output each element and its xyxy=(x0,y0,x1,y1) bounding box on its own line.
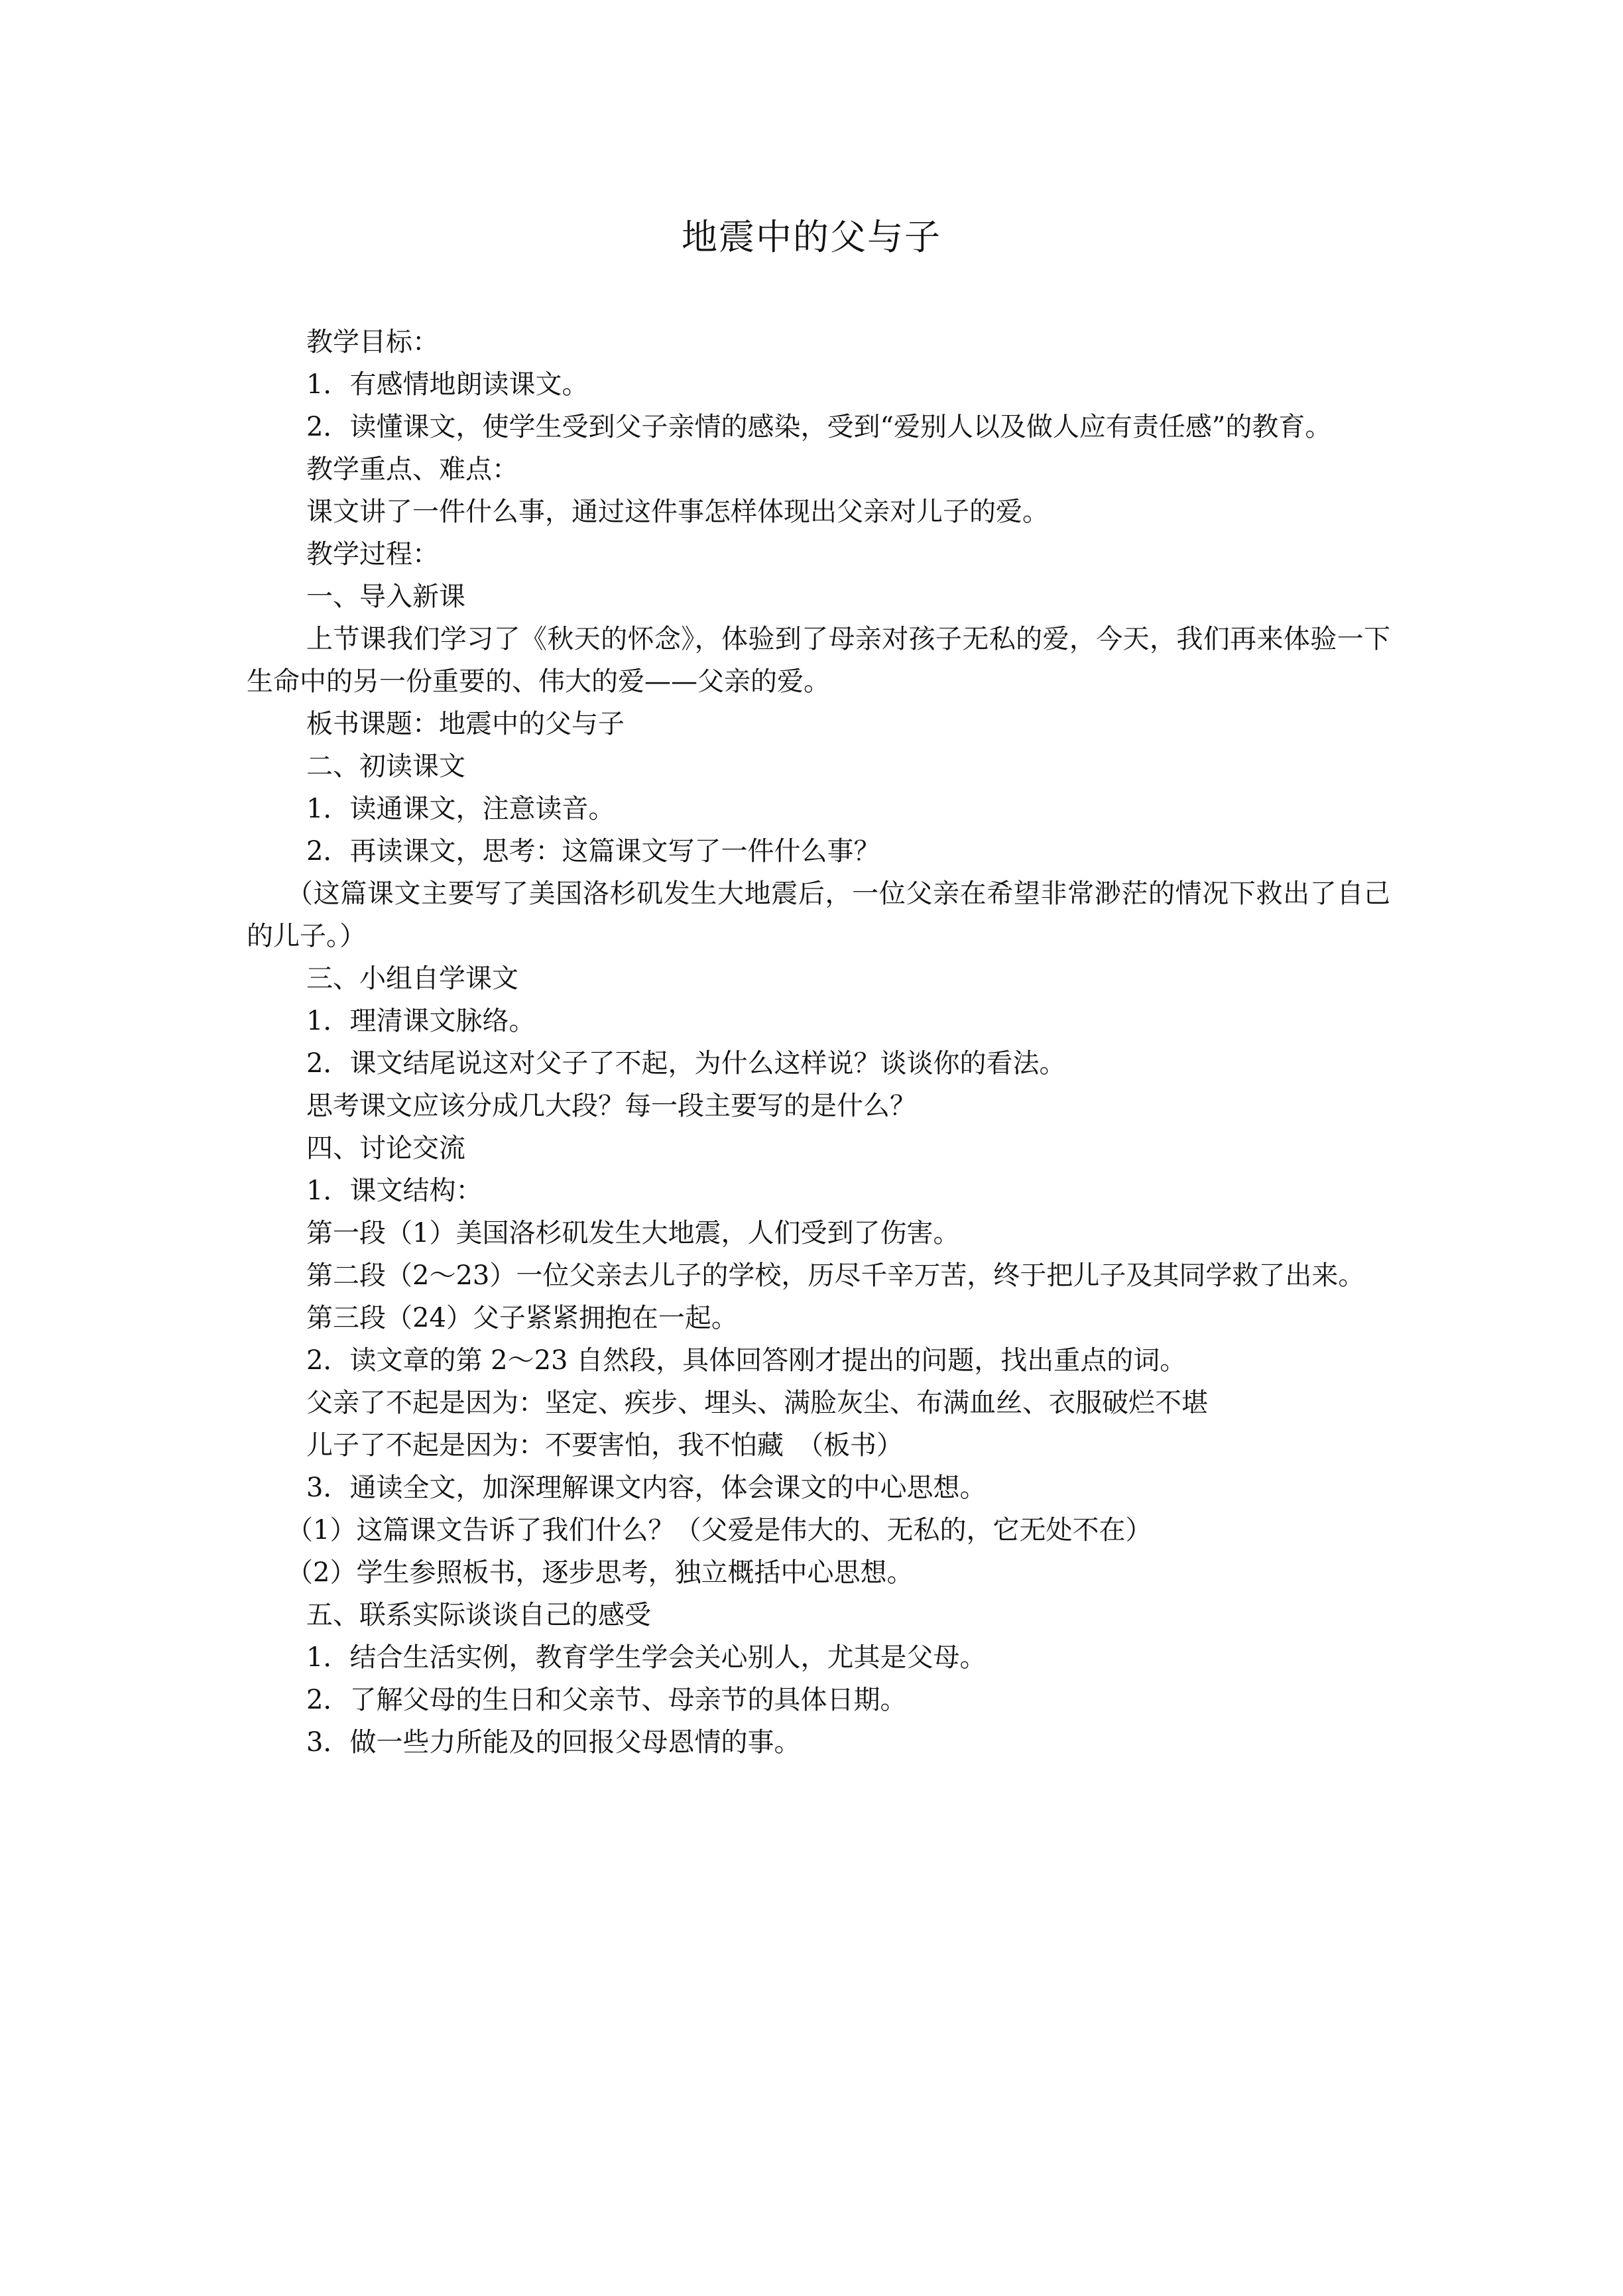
paragraph: 2．读懂课文，使学生受到父子亲情的感染，受到“爱别人以及做人应有责任感”的教育。 xyxy=(306,412,1332,442)
paragraph: 上节课我们学习了《秋天的怀念》，体验到了母亲对孩子无私的爱，今天，我们再来体验一下生命中的另一份重要的、伟大的爱——父亲的爱。 xyxy=(247,624,1390,697)
paragraph: 2．了解父母的生日和父亲节、母亲节的具体日期。 xyxy=(306,1685,907,1715)
paragraph: 2．课文结尾说这对父子了不起，为什么这样说？谈谈你的看法。 xyxy=(306,1048,1066,1079)
paragraph: 板书课题：地震中的父与子 xyxy=(306,709,625,739)
paragraph: 思考课文应该分成几大段？每一段主要写的是什么？ xyxy=(306,1091,916,1121)
paragraph: 三、小组自学课文 xyxy=(306,963,518,994)
paragraph: 父亲了不起是因为：坚定、疾步、埋头、满脸灰尘、布满血丝、衣服破烂不堪 xyxy=(306,1388,1208,1418)
paragraph: 1．有感情地朗读课文。 xyxy=(306,369,589,400)
paragraph: 1．结合生活实例，教育学生学会关心别人，尤其是父母。 xyxy=(306,1642,987,1673)
paragraph: 五、联系实际谈谈自己的感受 xyxy=(306,1600,651,1630)
paragraph: 第一段（1）美国洛杉矶发生大地震，人们受到了伤害。 xyxy=(306,1218,960,1248)
paragraph: 一、导入新课 xyxy=(306,581,465,612)
paragraph: 教学重点、难点： xyxy=(306,454,518,485)
paragraph: 2．读文章的第 2～23 自然段，具体回答刚才提出的问题，找出重点的词。 xyxy=(306,1345,1187,1376)
paragraph: 3．通读全文，加深理解课文内容，体会课文的中心思想。 xyxy=(306,1473,987,1503)
paragraph: 第三段（24）父子紧紧拥抱在一起。 xyxy=(306,1303,738,1333)
paragraph: （2）学生参照板书，逐步思考，独立概括中心思想。 xyxy=(286,1557,914,1588)
paragraph: 1．课文结构： xyxy=(306,1176,483,1206)
paragraph: 2．再读课文，思考：这篇课文写了一件什么事？ xyxy=(306,836,880,867)
page-title: 地震中的父与子 xyxy=(682,216,941,258)
paragraph: （这篇课文主要写了美国洛杉矶发生大地震后，一位父亲在希望非常渺茫的情况下救出了自己的儿子。） xyxy=(247,878,1390,951)
paragraph: 教学目标： xyxy=(306,327,439,357)
paragraph: 儿子了不起是因为：不要害怕，我不怕藏 （板书） xyxy=(306,1430,903,1461)
paragraph: 二、初读课文 xyxy=(306,751,465,782)
paragraph: 1．读通课文，注意读音。 xyxy=(306,794,615,824)
paragraph: 课文讲了一件什么事，通过这件事怎样体现出父亲对儿子的爱。 xyxy=(306,497,1049,527)
paragraph: 第二段（2～23）一位父亲去儿子的学校，历尽千辛万苦，终于把儿子及其同学救了出来。 xyxy=(306,1260,1365,1291)
paragraph: 1．理清课文脉络。 xyxy=(306,1006,536,1036)
paragraph: 3．做一些力所能及的回报父母恩情的事。 xyxy=(306,1727,801,1758)
document-body xyxy=(247,321,1390,1764)
paragraph: 教学过程： xyxy=(306,539,439,570)
paragraph: 四、讨论交流 xyxy=(306,1133,465,1164)
paragraph: （1）这篇课文告诉了我们什么？（父爱是伟大的、无私的，它无处不在） xyxy=(286,1515,1152,1545)
